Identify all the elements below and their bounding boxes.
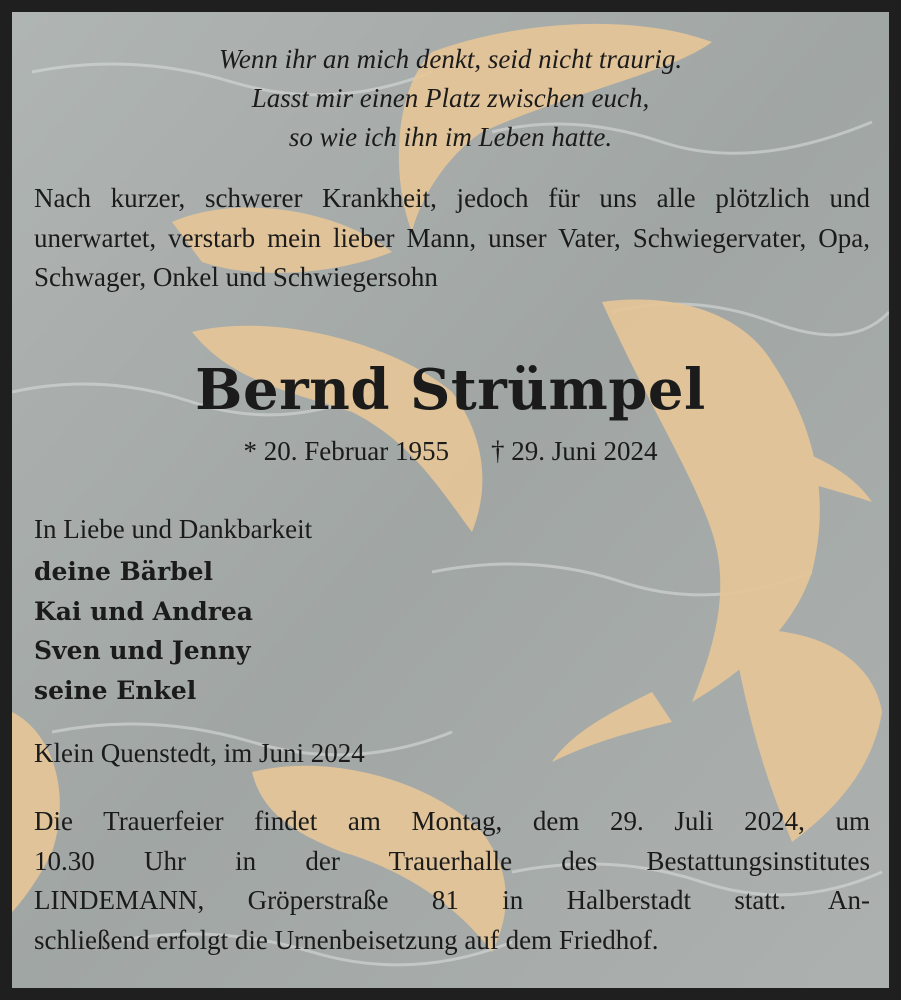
verse-line: so wie ich ihn im Leben hatte. <box>288 122 613 152</box>
mourner: Sven und Jenny <box>34 636 251 665</box>
life-dates <box>12 435 889 467</box>
mourner: deine Bärbel <box>34 557 214 586</box>
service-line: schließend erfolgt die Urnenbeisetzung auf dem Friedhof. <box>34 924 659 955</box>
deceased-name: Bernd Strümpel <box>195 357 706 423</box>
funeral-service-info <box>34 802 870 960</box>
memorial-verse <box>12 40 889 157</box>
verse-line: Lasst mir einen Platz zwischen euch, <box>251 83 650 113</box>
service-line: Die Trauerfeier findet am Montag, dem 29. Juli 2024, um <box>34 806 870 836</box>
verse-line: Wenn ihr an mich denkt, seid nicht traurig. <box>218 44 683 74</box>
place-and-date: Klein Quenstedt, im Juni 2024 <box>34 738 365 768</box>
intro-paragraph: Nach kurzer, schwerer Krankheit, jedoch für uns alle plötzlich und unerwartet, verstarb mein lieber Mann, unser Vater, Schwiegervater, Opa, Schwager, Onkel und Schwiegersohn <box>34 183 870 292</box>
notice-content <box>12 12 889 988</box>
closing-phrase: In Liebe und Dankbarkeit <box>34 514 313 544</box>
mourner: Kai und Andrea <box>34 596 253 626</box>
mourners-list <box>34 552 634 710</box>
birth-date: * 20. Februar 1955 <box>243 436 449 466</box>
death-date: † 29. Juni 2024 <box>490 436 658 466</box>
mourner: seine Enkel <box>34 675 197 705</box>
service-line: 10.30 Uhr in der Trauerhalle des Bestattungsinstitutes <box>34 845 870 876</box>
service-line: LINDEMANN, Gröperstraße 81 in Halberstadt statt. An- <box>34 885 870 915</box>
